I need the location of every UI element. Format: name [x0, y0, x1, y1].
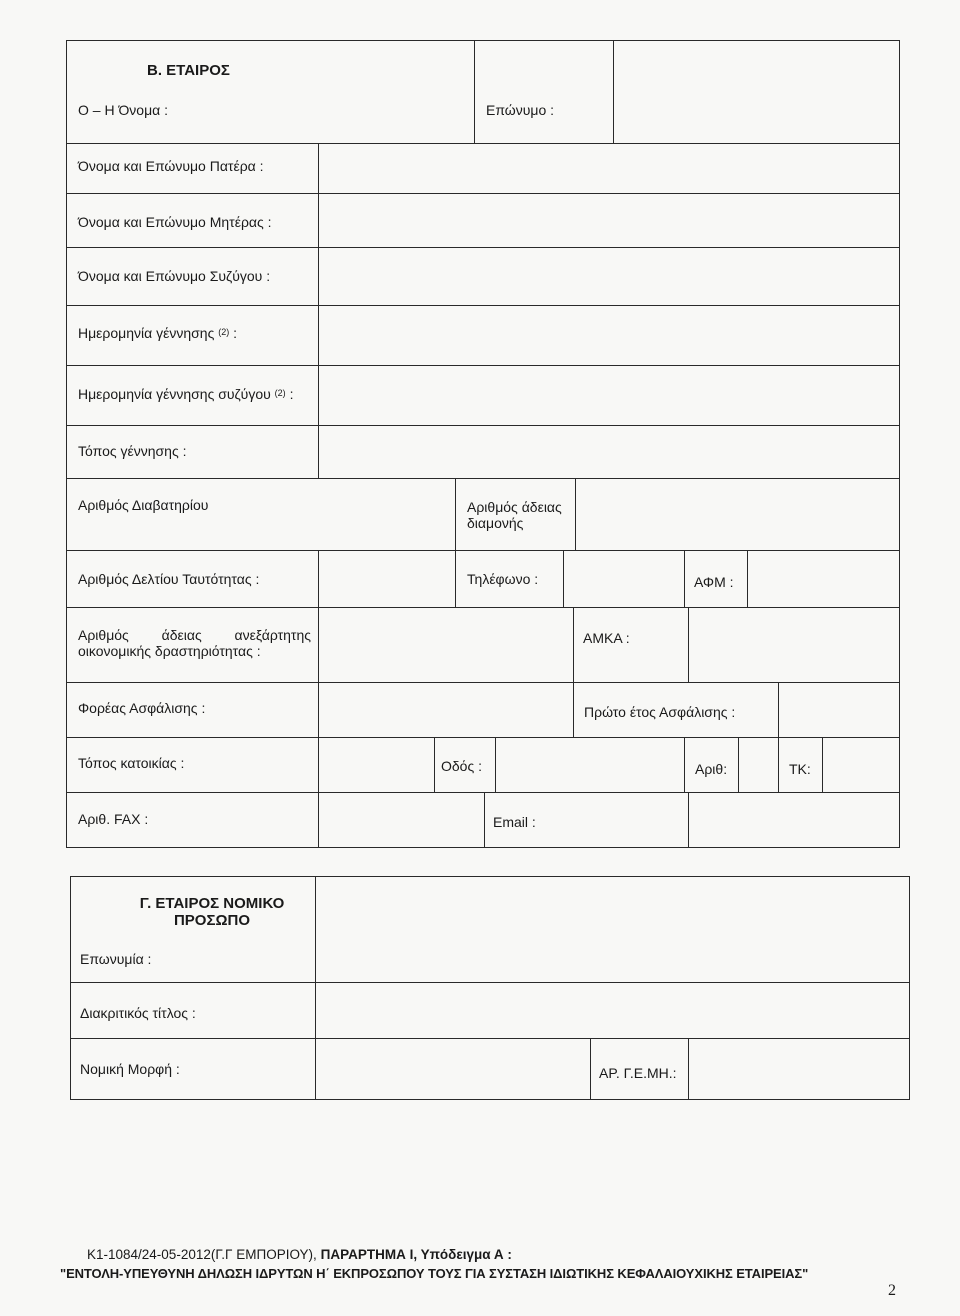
first-name-label: Ο – Η Όνομα : — [78, 102, 169, 118]
self-employment-permit-label: Αριθμός άδειας ανεξάρτητης οικονομικής δραστηριότητας : — [78, 627, 311, 659]
trade-name-label: Διακριτικός τίτλος : — [80, 1005, 196, 1021]
surname-label: Επώνυμο : — [486, 102, 555, 118]
residence-label: Τόπος κατοικίας : — [78, 755, 185, 771]
legal-form-label: Νομική Μορφή : — [80, 1061, 180, 1077]
residence-permit-label: Αριθμός άδειας διαμονής — [467, 499, 562, 531]
spouse-name-label: Όνομα και Επώνυμο Συζύγου : — [78, 268, 271, 284]
street-label: Οδός : — [441, 758, 482, 774]
email-label: Email : — [493, 814, 536, 830]
document-title: "ΕΝΤΟΛΗ-ΥΠΕΥΘΥΝΗ ΔΗΛΩΣΗ ΙΔΡΥΤΩΝ Η΄ ΕΚΠΡΟΣΩΠΟΥ ΤΟΥΣ ΓΙΑ ΣΥΣΤΑΣΗ ΙΔΙΩΤΙΚΗΣ ΚΕΦΑΛΑΙΟΥΧΙΚΗΣ ΕΤΑΙΡΕΙΑΣ" — [60, 1266, 809, 1281]
passport-number-label: Αριθμός Διαβατηρίου — [78, 497, 209, 513]
mother-name-label: Όνομα και Επώνυμο Μητέρας : — [78, 214, 272, 230]
dob-note: (2) — [218, 327, 230, 337]
father-name-label: Όνομα και Επώνυμο Πατέρα : — [78, 158, 264, 174]
page-number: 2 — [888, 1282, 896, 1299]
spouse-dob-note: (2) — [274, 388, 286, 398]
spouse-dob-label: Ημερομηνία γέννησης συζύγου $^{(2)}$ : — [78, 386, 294, 402]
gemi-number-label: ΑΡ. Γ.Ε.ΜΗ.: — [599, 1065, 677, 1081]
insurer-label: Φορέας Ασφάλισης : — [78, 700, 206, 716]
id-card-label: Αριθμός Δελτίου Ταυτότητας : — [78, 571, 260, 587]
street-number-label: Αριθ: — [695, 761, 728, 777]
birthplace-label: Τόπος γέννησης : — [78, 443, 187, 459]
first-insurance-year-label: Πρώτο έτος Ασφάλισης : — [584, 704, 736, 720]
phone-label: Τηλέφωνο : — [467, 571, 539, 587]
section-c-title: Γ. ΕΤΑΙΡΟΣ ΝΟΜΙΚΟ ΠΡΟΣΩΠΟ — [139, 895, 285, 929]
postcode-label: ΤΚ: — [789, 761, 811, 777]
company-name-label: Επωνυμία : — [80, 951, 152, 967]
fax-label: Αριθ. FAX : — [78, 811, 149, 827]
date-of-birth-label: Ημερομηνία γέννησης $^{(2)}$ : — [78, 325, 237, 341]
amka-label: ΑΜΚΑ : — [583, 630, 630, 646]
afm-label: ΑΦΜ : — [694, 574, 734, 590]
section-b-title: Β. ΕΤΑΙΡΟΣ — [147, 62, 230, 79]
document-reference: Κ1-1084/24-05-2012(Γ.Γ ΕΜΠΟΡΙΟΥ), ΠΑΡΑΡΤΗΜΑ Ι, Υπόδειγμα Α : — [87, 1247, 512, 1262]
